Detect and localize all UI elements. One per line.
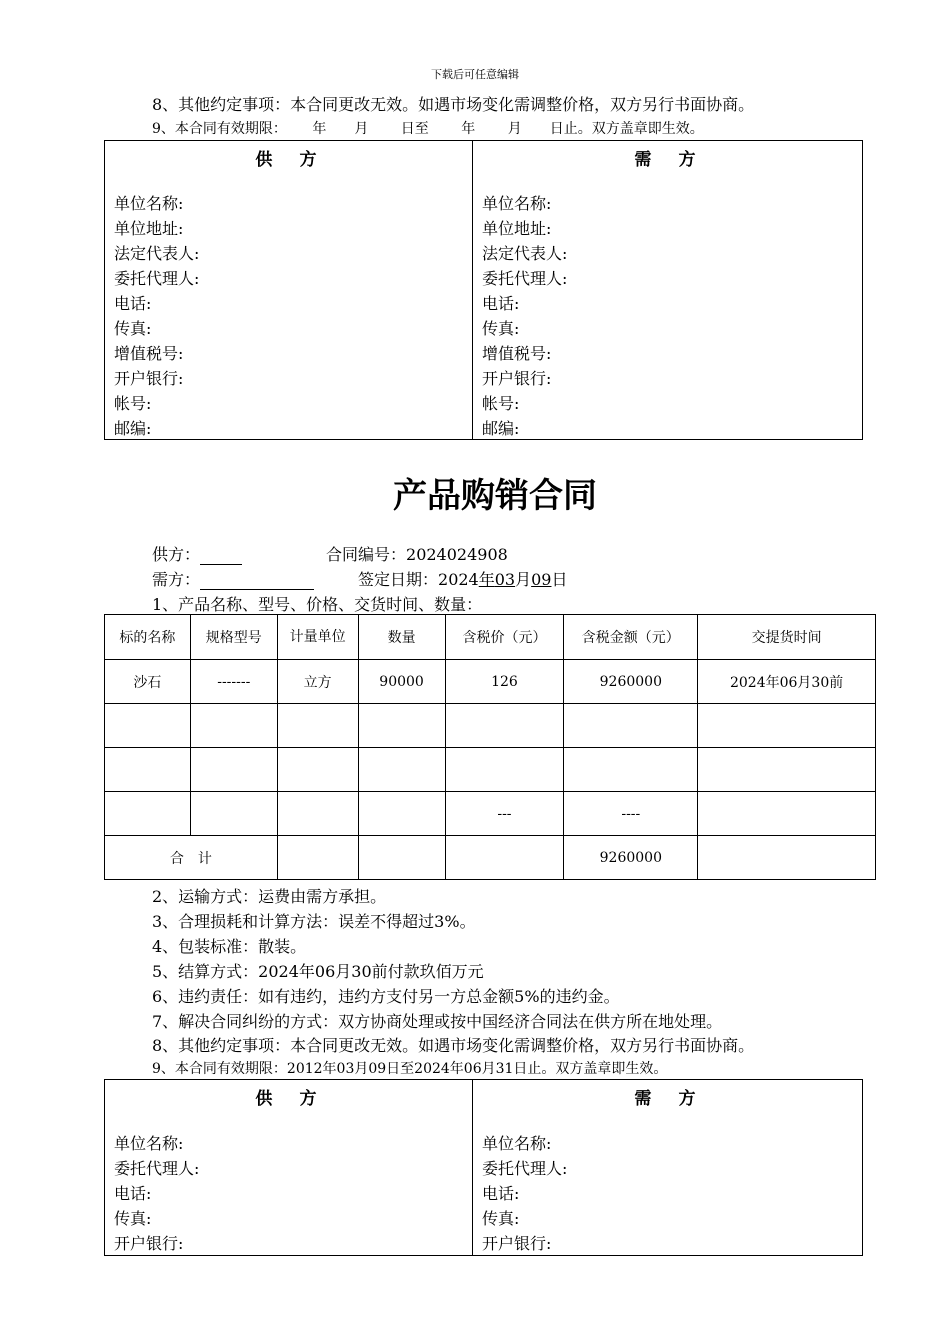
sign-day: 09 (531, 570, 552, 589)
table-cell: 立方 (277, 660, 358, 704)
field: 单位名称: (482, 1134, 552, 1153)
table-cell (277, 748, 358, 792)
field: 开户银行: (114, 369, 184, 388)
table-cell: ------- (190, 660, 277, 704)
total-row (105, 836, 876, 880)
field: 传真: (114, 319, 152, 338)
field: 邮编: (114, 419, 152, 438)
table-cell (277, 836, 358, 880)
field: 单位名称: (114, 1134, 184, 1153)
table-cell: ---- (564, 792, 698, 836)
field: 电话: (482, 294, 520, 313)
buyer-column (473, 1080, 862, 1255)
buyer-blank (200, 573, 314, 590)
table-cell (190, 792, 277, 836)
supplier-column (105, 141, 473, 439)
clause-3: 3、合理损耗和计算方法：误差不得超过3%。 (152, 912, 476, 931)
field: 帐号: (114, 394, 152, 413)
field: 开户银行: (482, 1234, 552, 1253)
supplier-column (105, 1080, 473, 1255)
field: 开户银行: (482, 369, 552, 388)
supplier-title: 供 方 (255, 150, 322, 170)
field: 单位地址: (114, 219, 184, 238)
header-cell: 交提货时间 (698, 615, 876, 660)
contract-title: 产品购销合同 (393, 476, 597, 516)
supplier-fields (114, 1131, 199, 1256)
field: 电话: (482, 1184, 520, 1203)
supplier-title: 供 方 (255, 1089, 322, 1109)
clause-9: 9、本合同有效期限：2012年03月09日至2024年06月31日止。双方盖章即生效。 (152, 1061, 668, 1077)
buyer-title: 需 方 (634, 150, 701, 170)
table-cell (698, 748, 876, 792)
table-cell (358, 792, 445, 836)
header-cell: 含税价（元） (445, 615, 564, 660)
field: 增值税号: (482, 344, 552, 363)
table-cell (358, 748, 445, 792)
table-row (105, 660, 876, 704)
field: 法定代表人: (114, 244, 200, 263)
table-cell (445, 704, 564, 748)
field: 邮编: (482, 419, 520, 438)
field: 增值税号: (114, 344, 184, 363)
table-cell (564, 748, 698, 792)
buyer-label: 需方： (152, 570, 201, 589)
table-cell: --- (445, 792, 564, 836)
buyer-title: 需 方 (634, 1089, 701, 1109)
table-row (105, 792, 876, 836)
table-cell (698, 792, 876, 836)
field: 单位地址: (482, 219, 552, 238)
field: 委托代理人: (114, 1159, 200, 1178)
day-char: 日 (551, 570, 568, 589)
sign-year: 2024 (438, 570, 479, 589)
header-cell: 规格型号 (190, 615, 277, 660)
header-cell: 含税金额（元） (564, 615, 698, 660)
table-cell (358, 836, 445, 880)
field: 传真: (482, 319, 520, 338)
field: 单位名称: (482, 194, 552, 213)
supplier-blank (200, 548, 242, 565)
field: 传真: (114, 1209, 152, 1228)
table-cell (277, 792, 358, 836)
clause-4: 4、包装标准：散装。 (152, 937, 307, 956)
field: 委托代理人: (482, 269, 568, 288)
total-label: 合 计 (105, 836, 278, 880)
header-cell: 标的名称 (105, 615, 191, 660)
field: 传真: (482, 1209, 520, 1228)
table-cell (358, 704, 445, 748)
field: 委托代理人: (482, 1159, 568, 1178)
item-1: 1、产品名称、型号、价格、交货时间、数量： (152, 595, 483, 614)
clause-8: 8、其他约定事项：本合同更改无效。如遇市场变化需调整价格，双方另行书面协商。 (152, 1036, 755, 1055)
total-amount: 9260000 (564, 836, 698, 880)
table-cell (445, 836, 564, 880)
buyer-line (152, 567, 314, 590)
table-cell (105, 704, 191, 748)
table-row (105, 748, 876, 792)
field: 单位名称: (114, 194, 184, 213)
contract-no-line (326, 542, 508, 565)
table-cell (190, 704, 277, 748)
table-cell: 9260000 (564, 660, 698, 704)
party-box-1 (104, 140, 863, 440)
table-cell (105, 792, 191, 836)
table-cell (698, 836, 876, 880)
buyer-fields (482, 191, 567, 441)
table-cell (698, 704, 876, 748)
year-char: 年 (478, 570, 495, 589)
table-cell (105, 748, 191, 792)
supplier-fields (114, 191, 199, 441)
page-header: 下载后可任意编辑 (431, 68, 519, 81)
header-cell: 计量单位 (277, 615, 358, 660)
table-row (105, 704, 876, 748)
table-cell: 2024年06月30前 (698, 660, 876, 704)
field: 开户银行: (114, 1234, 184, 1253)
table-cell: 90000 (358, 660, 445, 704)
clause-2: 2、运输方式：运费由需方承担。 (152, 887, 387, 906)
clause-8-top: 8、其他约定事项：本合同更改无效。如遇市场变化需调整价格，双方另行书面协商。 (152, 95, 755, 114)
supplier-label: 供方： (152, 545, 201, 564)
sign-month: 03 (494, 570, 516, 589)
table-header-row (105, 615, 876, 660)
clause-6: 6、违约责任：如有违约，违约方支付另一方总金额5%的违约金。 (152, 987, 620, 1006)
field: 电话: (114, 294, 152, 313)
header-cell: 数量 (358, 615, 445, 660)
table-cell: 126 (445, 660, 564, 704)
table-cell (277, 704, 358, 748)
month-char: 月 (515, 570, 532, 589)
buyer-fields (482, 1131, 567, 1256)
table-cell (190, 748, 277, 792)
contract-no-label: 合同编号： (326, 545, 407, 564)
sign-date-label: 签定日期： (358, 570, 439, 589)
field: 法定代表人: (482, 244, 568, 263)
table-cell (445, 748, 564, 792)
clause-9-top: 9、本合同有效期限： 年 月 日至 年 月 日止。双方盖章即生效。 (152, 121, 704, 137)
table-cell: 沙石 (105, 660, 191, 704)
supplier-line (152, 542, 242, 565)
product-table (104, 614, 876, 880)
clause-7: 7、解决合同纠纷的方式：双方协商处理或按中国经济合同法在供方所在地处理。 (152, 1012, 723, 1031)
table-cell (564, 704, 698, 748)
sign-date-line (358, 567, 568, 590)
field: 委托代理人: (114, 269, 200, 288)
field: 帐号: (482, 394, 520, 413)
clause-5: 5、结算方式：2024年06月30前付款玖佰万元 (152, 962, 484, 981)
buyer-column (473, 141, 862, 439)
contract-no: 2024024908 (406, 545, 508, 564)
party-box-2 (104, 1079, 863, 1256)
field: 电话: (114, 1184, 152, 1203)
